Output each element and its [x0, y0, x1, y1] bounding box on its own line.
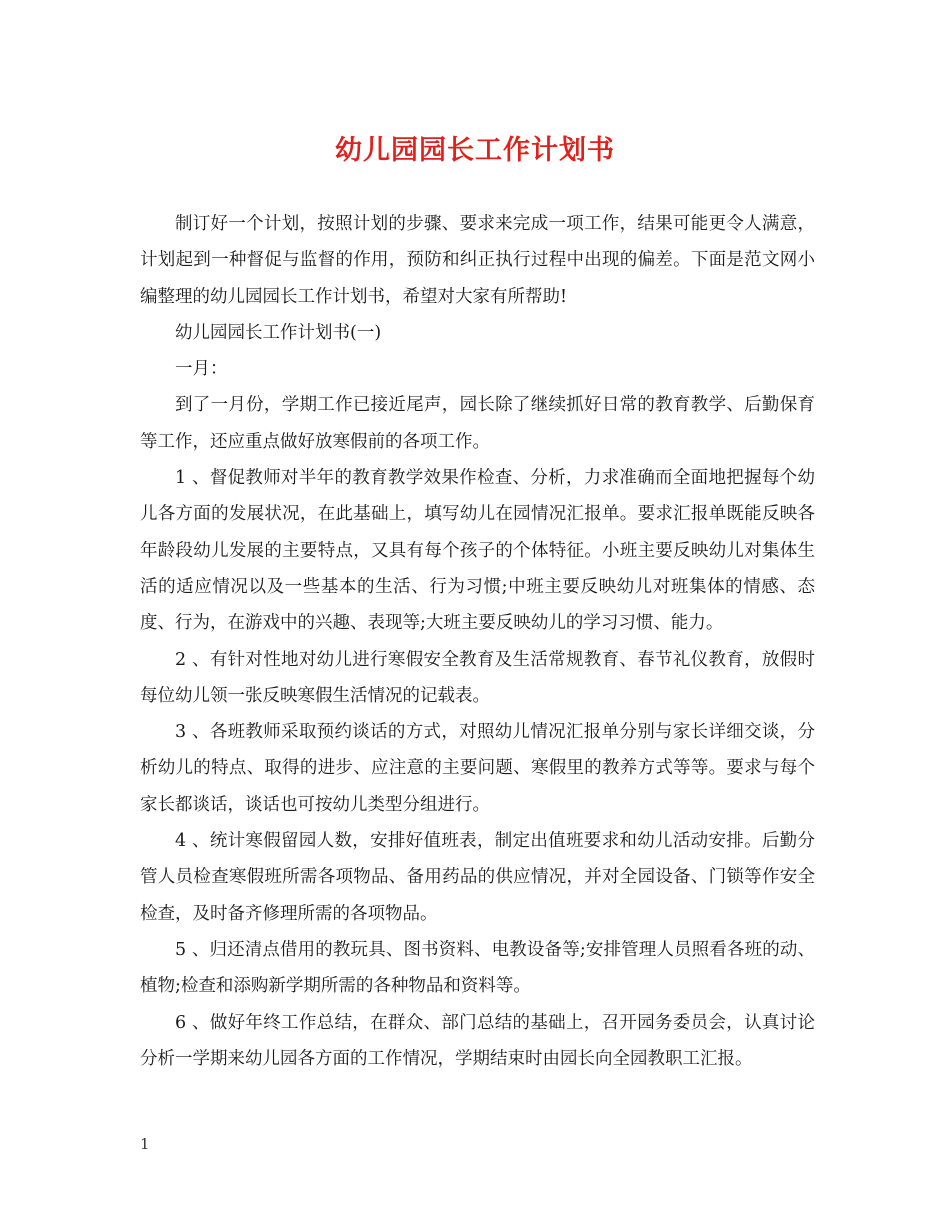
paragraph-item-3: 3 、各班教师采取预约谈话的方式，对照幼儿情况汇报单分别与家长详细交谈，分析幼儿的特点、取得的进步、应注意的主要问题、寒假里的教养方式等等。要求与每个家长都谈话，谈话也可按幼儿类型分组进行。: [140, 722, 815, 815]
paragraph-month-overview: 到了一月份，学期工作已接近尾声，园长除了继续抓好日常的教育教学、后勤保育等工作，还应重点做好放寒假前的各项工作。: [140, 395, 815, 452]
paragraph-item-4: 4 、统计寒假留园人数，安排好值班表，制定出值班要求和幼儿活动安排。后勤分管人员检查寒假班所需各项物品、备用药品的供应情况，并对全园设备、门锁等作安全检查，及时备齐修理所需的各项物品。: [140, 831, 815, 924]
paragraph-month-heading: 一月：: [175, 359, 228, 380]
paragraph-item-5: 5 、归还清点借用的教玩具、图书资料、电教设备等;安排管理人员照看各班的动、植物;检查和添购新学期所需的各种物品和资料等。: [140, 939, 815, 997]
page-number: 1: [140, 1135, 150, 1153]
paragraph-item-2: 2 、有针对性地对幼儿进行寒假安全教育及生活常规教育、春节礼仪教育，放假时每位幼儿领一张反映寒假生活情况的记载表。: [140, 649, 815, 706]
document-body: [140, 206, 815, 1077]
document-title: 幼儿园园长工作计划书: [335, 135, 615, 166]
paragraph-item-6: 6 、做好年终工作总结，在群众、部门总结的基础上，召开园务委员会，认真讨论分析一学期来幼儿园各方面的工作情况，学期结束时由园长向全园教职工汇报。: [140, 1012, 815, 1069]
paragraph-section-heading: 幼儿园园长工作计划书(一): [175, 322, 382, 343]
paragraph-intro: 制订好一个计划，按照计划的步骤、要求来完成一项工作，结果可能更令人满意，计划起到一种督促与监督的作用，预防和纠正执行过程中出现的偏差。下面是范文网小编整理的幼儿园园长工作计划书，希望对大家有所帮助!: [140, 214, 815, 307]
paragraph-item-1: 1 、督促教师对半年的教育教学效果作检查、分析，力求准确而全面地把握每个幼儿各方面的发展状况，在此基础上，填写幼儿在园情况汇报单。要求汇报单既能反映各年龄段幼儿发展的主要特点，又具有每个孩子的个体特征。小班主要反映幼儿对集体生活的适应情况以及一些基本的生活、行为习惯;中班主要反映幼儿对班集体的情感、态度、行为，在游戏中的兴趣、表现等;大班主要反映幼儿的学习习惯、能力。: [140, 468, 815, 634]
